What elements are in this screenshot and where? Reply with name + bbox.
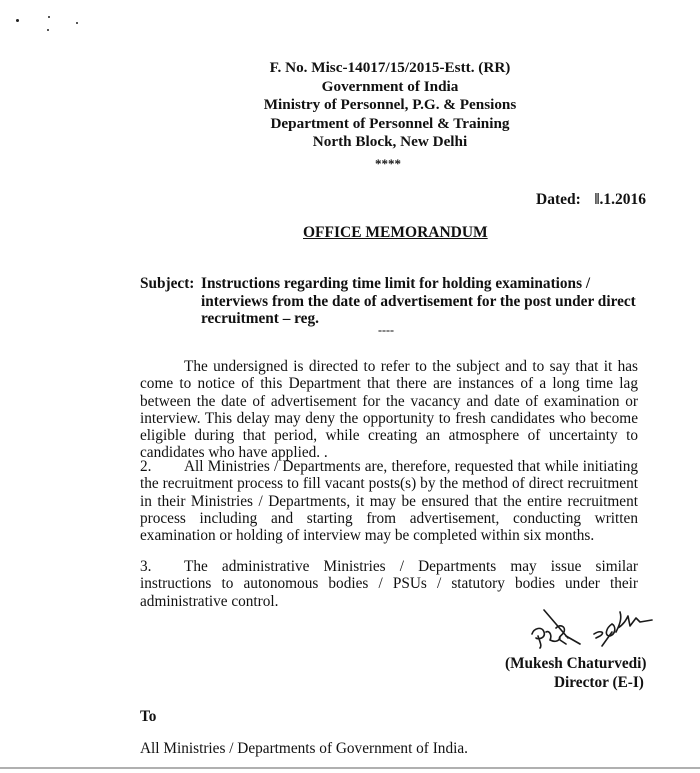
- signatory-name: (Mukesh Chaturvedi): [505, 655, 647, 672]
- paragraph-2: [140, 458, 638, 544]
- subject-text: Instructions regarding time limit for holding examinations / interviews from the date of advertisement for the post under direct recruitment – reg.: [201, 275, 636, 327]
- paragraph-text: The administrative Ministries / Departments may issue similar instructions to autonomous bodies / PSUs / statutory bodies under their administrative control.: [140, 558, 638, 610]
- scan-speck: [47, 29, 49, 31]
- date-label: Dated:: [536, 191, 581, 208]
- paragraph-number: 3.: [140, 558, 152, 575]
- office-address: North Block, New Delhi: [312, 133, 468, 150]
- date-value: ‖.1.2016: [594, 191, 647, 208]
- memo-title: OFFICE MEMORANDUM: [303, 224, 488, 241]
- paragraph-text: All Ministries / Departments are, therefore, requested that while initiating the recruitment process to fill vacant posts(s) by the method of direct recruitment in their Ministries / Departments, it may be ensured that the entire recruitment process including and starting from advertisement, conducting written examination or holding of interview may be completed within six months.: [140, 458, 638, 545]
- department-name: Department of Personnel & Training: [270, 114, 510, 132]
- recipients: All Ministries / Departments of Government of India.: [140, 740, 468, 757]
- file-number: F. No. Misc-14017/15/2015-Estt. (RR): [269, 59, 511, 76]
- paragraph-number: 2.: [140, 458, 152, 475]
- date-line: [536, 191, 646, 209]
- ministry-name: Ministry of Personnel, P.G. & Pensions: [263, 96, 517, 113]
- subject-separator: ----: [378, 323, 394, 337]
- signatory-designation: Director (E-I): [554, 674, 644, 691]
- header-separator: ****: [375, 156, 401, 171]
- page-bottom-edge: [0, 767, 700, 769]
- paragraph-1: [140, 358, 638, 462]
- scan-speck: [16, 19, 19, 22]
- paragraph-text: The undersigned is directed to refer to the subject and to say that it has come to notice of this Department that there are instances of a long time lag between the date of advertisement for the vacancy and date of examination or interview. This delay may deny the opportunity to fresh candidates who become eligible during that period, while creating an atmosphere of uncertainty to candidates who have applied. .: [140, 358, 638, 462]
- scan-speck: [48, 16, 50, 18]
- letterhead: [230, 59, 550, 152]
- to-label: To: [140, 708, 157, 725]
- handwritten-signature: [520, 602, 655, 650]
- government-name: Government of India: [321, 77, 459, 95]
- scan-speck: [76, 22, 78, 24]
- subject-label: Subject:: [140, 275, 195, 292]
